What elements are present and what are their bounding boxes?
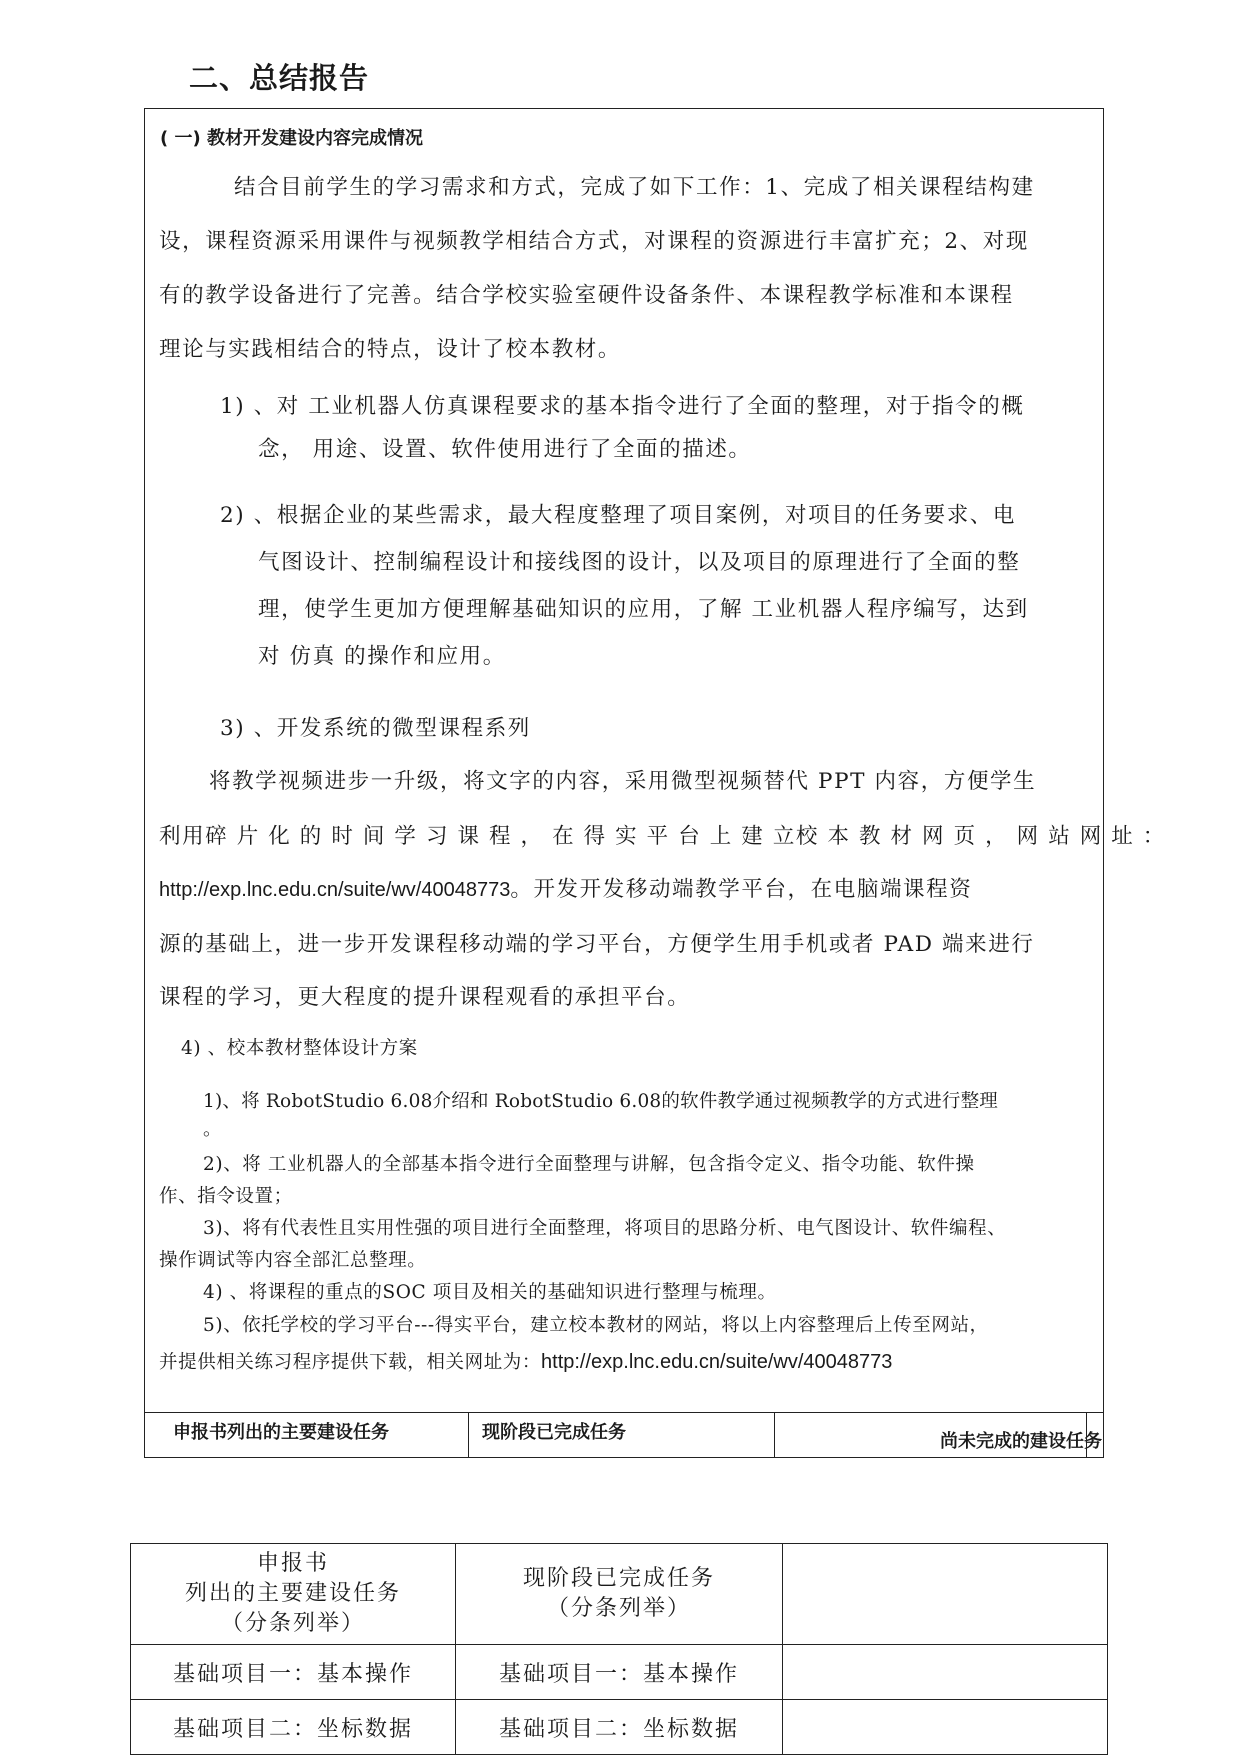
- item3-url-link[interactable]: http://exp.lnc.edu.cn/suite/wv/40048773: [159, 879, 511, 901]
- intro-line: 有的教学设备进行了完善。结合学校实验室硬件设备条件、本课程教学标准和本课程: [159, 283, 1014, 308]
- box-header-col2: 现阶段已完成任务: [482, 1422, 626, 1443]
- table-cell: 基础项目一：基本操作: [131, 1645, 456, 1700]
- item3-line: 将教学视频进步一升级，将文字的内容，采用微型视频替代 PPT 内容，方便学生: [209, 769, 1037, 794]
- item2-line: 理，使学生更加方便理解基础知识的应用，了解 工业机器人程序编写，达到: [258, 597, 1029, 622]
- box-header-row: [144, 1412, 1104, 1458]
- item2-line: 气图设计、控制编程设计和接线图的设计，以及项目的原理进行了全面的整: [258, 550, 1021, 575]
- item4-sub: 5)、依托学校的学习平台---得实平台，建立校本教材的网站，将以上内容整理后上传至网站，: [203, 1315, 989, 1336]
- item3-line: 利用碎 片 化 的 时 间 学 习 课 程 ， 在 得 实 平 台 上 建 立校 本 教 材 网 页 ， 网 站 网 址 ：: [159, 824, 1166, 849]
- item1-line: 1) 、对 工业机器人仿真课程要求的基本指令进行了全面的整理，对于指令的概: [220, 394, 1025, 419]
- subsection-heading: ( 一) 教材开发建设内容完成情况: [160, 128, 423, 149]
- item2-line: 2) 、根据企业的某些需求，最大程度整理了项目案例，对项目的任务要求、电: [220, 503, 1017, 528]
- intro-line: 结合目前学生的学习需求和方式，完成了如下工作：1、完成了相关课程结构建: [234, 175, 1035, 200]
- table-row: [131, 1645, 1108, 1700]
- box-header-col1: 申报书列出的主要建设任务: [173, 1422, 389, 1443]
- table-header-col2: [456, 1544, 783, 1645]
- item3-title: 3) 、开发系统的微型课程系列: [220, 716, 531, 741]
- item1-line: 念， 用途、设置、软件使用进行了全面的描述。: [258, 437, 752, 462]
- intro-line: 设，课程资源采用课件与视频教学相结合方式，对课程的资源进行丰富扩充；2、对现: [159, 229, 1029, 254]
- tasks-table: [130, 1543, 1108, 1755]
- item3-more-line: 源的基础上，进一步开发课程移动端的学习平台，方便学生用手机或者 PAD 端来进行: [159, 932, 1035, 957]
- table-header-col1: [131, 1544, 456, 1645]
- table-header-col3: [783, 1544, 1108, 1645]
- item4-sub: 1)、将 RobotStudio 6.08介绍和 RobotStudio 6.08的软件教学通过视频教学的方式进行整理: [203, 1091, 998, 1112]
- box-header-divider: [1086, 1413, 1087, 1457]
- table-header-col1-line: （分条列举）: [220, 1611, 365, 1636]
- item4-last-prefix: 并提供相关练习程序提供下载，相关网址为：: [159, 1352, 542, 1373]
- item4-sub: 操作调试等内容全部汇总整理。: [159, 1250, 427, 1271]
- item4-sub: 2)、将 工业机器人的全部基本指令进行全面整理与讲解，包含指令定义、指令功能、软件操: [203, 1154, 975, 1175]
- item4-title: 4) 、校本教材整体设计方案: [181, 1038, 418, 1059]
- item2-line: 对 仿真 的操作和应用。: [258, 644, 506, 669]
- item3-url-tail: 。开发开发移动端教学平台，在电脑端课程资: [510, 877, 973, 902]
- table-cell: 基础项目一：基本操作: [456, 1645, 783, 1700]
- item3-more-line: 课程的学习，更大程度的提升课程观看的承担平台。: [159, 985, 691, 1010]
- table-cell: [783, 1700, 1108, 1755]
- table-header-col1-line: 申报书: [256, 1551, 329, 1576]
- table-cell: 基础项目二：坐标数据: [131, 1700, 456, 1755]
- item4-sub: 。: [203, 1119, 223, 1140]
- table-header-col2-line: （分条列举）: [546, 1596, 691, 1621]
- item4-sub: 4) 、将课程的重点的SOC 项目及相关的基础知识进行整理与梳理。: [203, 1282, 777, 1303]
- item3-url-line: [159, 875, 972, 905]
- table-cell: 基础项目二：坐标数据: [456, 1700, 783, 1755]
- item4-sub: 3)、将有代表性且实用性强的项目进行全面整理，将项目的思路分析、电气图设计、软件编程、: [203, 1218, 1007, 1239]
- item4-sub: 作、指令设置；: [159, 1186, 293, 1207]
- intro-line: 理论与实践相结合的特点，设计了校本教材。: [159, 337, 622, 362]
- box-header-col3-text: 尚未完成的建设任务: [940, 1431, 1102, 1452]
- item4-url-link[interactable]: http://exp.lnc.edu.cn/suite/wv/40048773: [541, 1351, 893, 1373]
- item4-last-line: [159, 1349, 892, 1376]
- table-header-col1-line: 列出的主要建设任务: [184, 1581, 401, 1606]
- table-header-col2-line: 现阶段已完成任务: [522, 1566, 715, 1591]
- section-title: 二、总结报告: [189, 61, 370, 95]
- table-row: [131, 1700, 1108, 1755]
- table-header-row: [131, 1544, 1108, 1645]
- box-header-col3: [774, 1422, 1102, 1466]
- table-cell: [783, 1645, 1108, 1700]
